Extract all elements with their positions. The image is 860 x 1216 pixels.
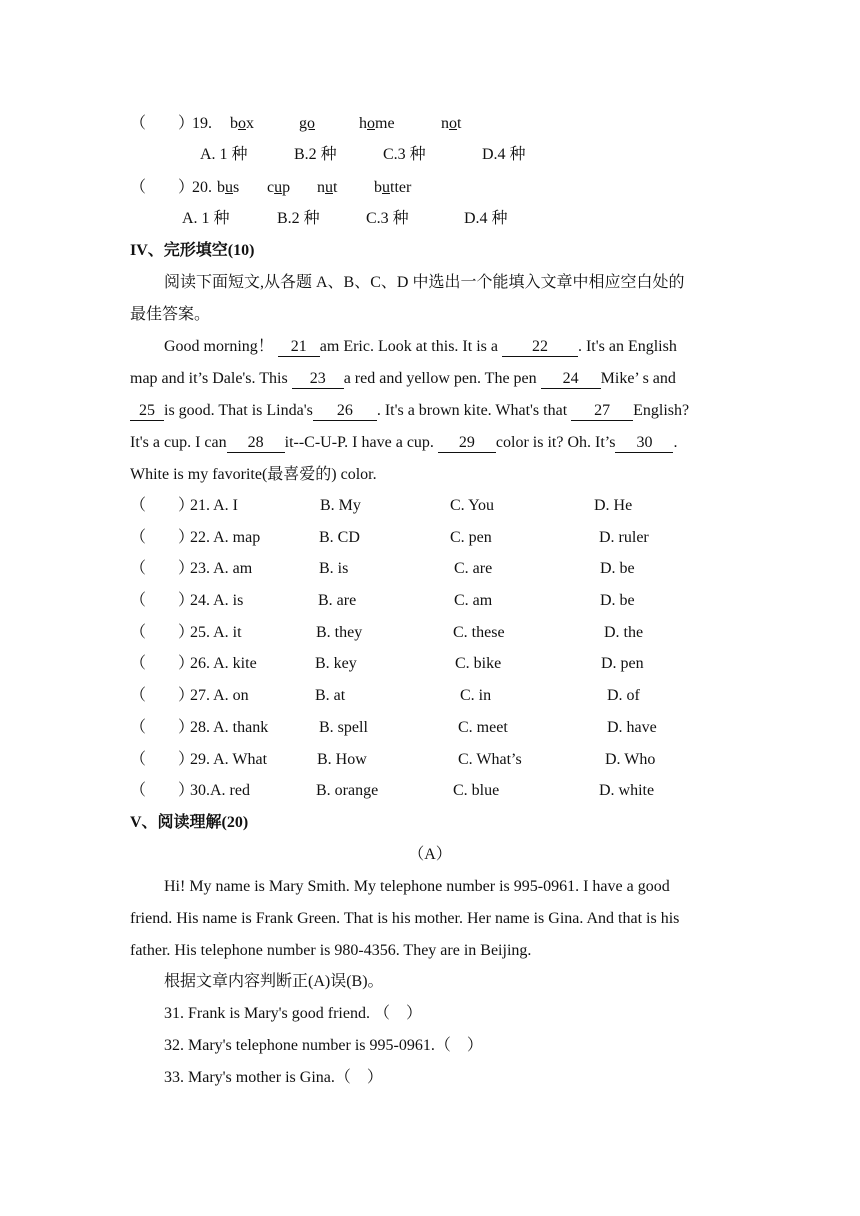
cloze-passage-line: 25 is good. That is Linda's 26 . It's a brown kite. What's that 27 English? [130,400,689,422]
question-number: 20. [192,179,212,196]
question-19 [130,113,730,135]
answer-paren: （ ） [130,719,195,736]
answer-paren: （ ） [130,687,195,704]
question-row [130,653,730,675]
reading-passage-line: father. His telephone number is 980-4356. They are in Beijing. [130,942,532,959]
option-b: B. My [320,497,361,514]
option-d: D. the [604,624,644,641]
option-b: B. CD [319,529,360,546]
option-a: 26. A. kite [190,655,257,672]
true-false-item: 31. Frank is Mary's good friend. （ ） [164,1005,422,1022]
cloze-passage-line: It's a cup. I can 28 it--C-U-P. I have a cup. 29 color is it? Oh. It’s 30 . [130,434,678,451]
reading-passage-line: friend. His name is Frank Green. That is his mother. Her name is Gina. And that is his [130,910,680,927]
blank-29: 29 [438,434,496,453]
option-c: C. What’s [458,751,522,768]
cloze-instruction-cont: 最佳答案。 [130,306,211,323]
option-b: B. spell [319,719,368,736]
option-a: 21. A. I [190,497,238,514]
option-c: C. pen [450,529,492,546]
option-d: D. Who [605,751,656,768]
option-c: C. are [454,560,493,577]
option-a: A. 1 种 [182,210,230,227]
word: nut [317,179,338,196]
option-b: B. is [319,560,349,577]
option-c: C.3 种 [383,146,426,163]
option-c: C. these [453,624,505,641]
option-a: 24. A. is [190,592,244,609]
option-a: 25. A. it [190,624,242,641]
option-d: D. white [599,782,655,799]
answer-paren: （ ） [130,179,195,196]
section-title-cloze: IV、完形填空(10) [130,242,255,259]
option-d: D. have [607,719,657,736]
option-b: B. at [315,687,346,704]
question-20-options [130,208,730,230]
option-d: D. be [600,592,635,609]
blank-21: 21 [278,338,320,357]
option-d: D. ruler [599,529,649,546]
option-a: 23. A. am [190,560,253,577]
true-false-item: 32. Mary's telephone number is 995-0961.（ ） [164,1037,483,1054]
option-b: B. key [315,655,357,672]
question-19-options [130,144,730,166]
cloze-passage-line: map and it’s Dale's. This 23 a red and yellow pen. The pen 24 Mike’ s and [130,370,676,387]
answer-paren: （ ） [130,497,195,514]
blank-24: 24 [541,370,601,389]
option-c: C. You [450,497,495,514]
word: butter [374,179,412,196]
question-row [130,558,730,580]
word: home [359,115,395,132]
blank-25: 25 [130,402,164,421]
option-b: B.2 种 [277,210,320,227]
blank-26: 26 [313,402,377,421]
answer-paren: （ ） [130,655,195,672]
option-a: 28. A. thank [190,719,269,736]
answer-paren: （ ） [130,529,195,546]
option-d: D. He [594,497,633,514]
question-row [130,717,730,739]
option-c: C. meet [458,719,508,736]
option-b: B. How [317,751,367,768]
question-row [130,749,730,771]
option-a: 29. A. What [190,751,268,768]
reading-passage-line: Hi! My name is Mary Smith. My telephone number is 995-0961. I have a good [164,878,670,895]
word: box [230,115,254,132]
option-b: B. orange [316,782,379,799]
cloze-passage-line: Good morning！ 21 am Eric. Look at this. It is a 22 . It's an English [164,338,677,355]
answer-paren: （ ） [130,560,195,577]
question-row [130,685,730,707]
option-a: 27. A. on [190,687,249,704]
option-a: 22. A. map [190,529,261,546]
question-row [130,590,730,612]
answer-paren: （ ） [130,751,195,768]
word: cup [267,179,291,196]
option-c: C. in [460,687,492,704]
option-c: C.3 种 [366,210,409,227]
blank-22: 22 [502,338,578,357]
option-d: D. be [600,560,635,577]
reading-instruction: 根据文章内容判断正(A)误(B)。 [164,973,384,990]
question-row [130,495,730,517]
question-row [130,780,730,802]
option-c: C. bike [455,655,502,672]
blank-28: 28 [227,434,285,453]
option-d: D.4 种 [482,146,526,163]
true-false-item: 33. Mary's mother is Gina.（ ） [164,1069,383,1086]
question-row [130,527,730,549]
answer-paren: （ ） [130,592,195,609]
word: go [299,115,315,132]
passage-subtitle: （A） [408,846,452,863]
answer-paren: （ ） [130,115,195,132]
option-c: C. am [454,592,493,609]
word: bus [217,179,240,196]
cloze-instruction: 阅读下面短文,从各题 A、B、C、D 中选出一个能填入文章中相应空白处的 [164,274,685,291]
section-title-reading: V、阅读理解(20) [130,814,249,831]
blank-27: 27 [571,402,633,421]
option-b: B. are [318,592,357,609]
option-b: B.2 种 [294,146,337,163]
word: not [441,115,462,132]
option-c: C. blue [453,782,500,799]
option-b: B. they [316,624,363,641]
option-d: D. pen [601,655,644,672]
cloze-passage-line: White is my favorite(最喜爱的) color. [130,466,377,483]
blank-30: 30 [615,434,673,453]
option-a: A. 1 种 [200,146,248,163]
option-a: 30.A. red [190,782,250,799]
blank-23: 23 [292,370,344,389]
answer-paren: （ ） [130,624,195,641]
question-row [130,622,730,644]
question-number: 19. [192,115,212,132]
question-20 [130,177,730,199]
option-d: D. of [607,687,640,704]
answer-paren: （ ） [130,782,195,799]
option-d: D.4 种 [464,210,508,227]
